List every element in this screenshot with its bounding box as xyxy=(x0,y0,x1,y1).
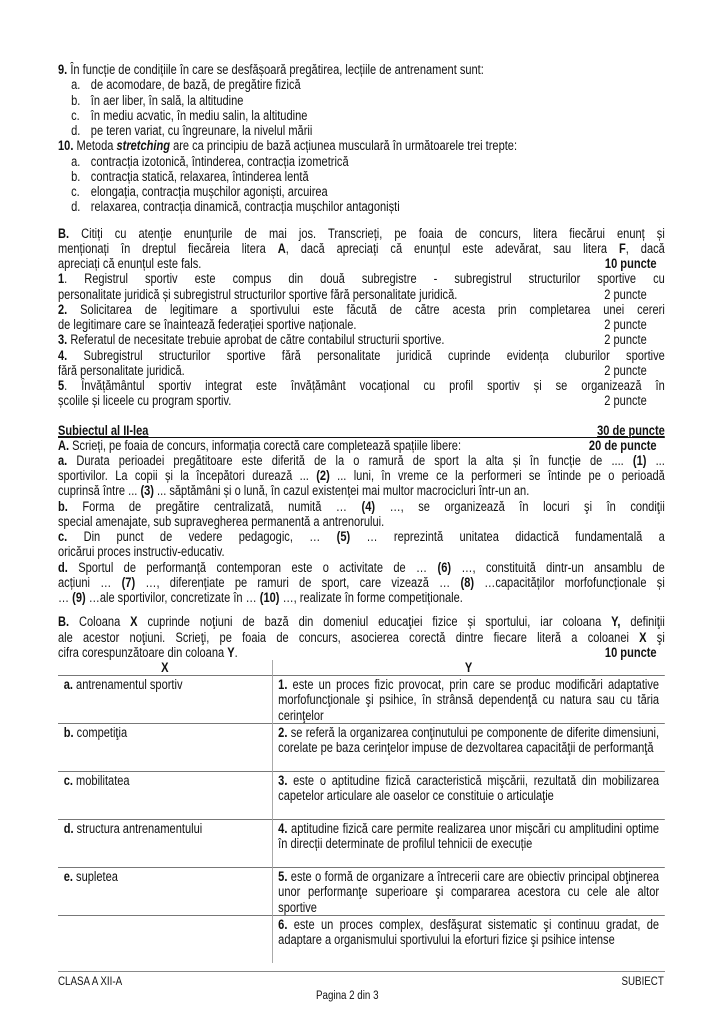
text-segment: (6) xyxy=(437,559,452,575)
line-text xyxy=(58,645,238,660)
text-segment: Durata perioadei pregătitoare este diferită de la o ramură de sport la alta și în funcție de .... xyxy=(67,452,633,468)
definition-text: este o aptitudine fizică caracteristică mişcării, rezultată din mobilizarea capetelor articulare ale oaselor ce constituie o articulaţie xyxy=(278,773,660,804)
text-segment: Metoda xyxy=(73,138,117,154)
text-segment: 1 xyxy=(58,271,65,287)
text-segment: … reprezintă unitatea didactică fundamentală a xyxy=(350,529,665,544)
definition-text: aptitudine fizică care permite realizarea unor mișcări cu amplitudini optime în direcții determinate de profilul tehnicii de execuție xyxy=(278,821,660,852)
text-segment: a. xyxy=(58,452,68,468)
line-text xyxy=(58,271,665,286)
text-line xyxy=(58,317,665,332)
points-label: 2 puncte xyxy=(604,317,647,332)
text-segment: cifra corespunzătoare din coloana xyxy=(58,644,228,660)
table-row xyxy=(58,820,665,868)
text-segment: Forma de pregătire centralizată, numită … xyxy=(67,498,362,514)
definition-number: 2. xyxy=(278,725,288,740)
text-segment: Y xyxy=(227,644,235,660)
line-text xyxy=(58,226,665,241)
column-y-cell xyxy=(272,724,665,772)
page-content xyxy=(58,62,665,963)
column-y-cell xyxy=(272,676,665,724)
line-text xyxy=(58,544,225,559)
item-letter: c. xyxy=(63,773,73,788)
text-segment: (9) xyxy=(72,590,86,605)
text-segment: Subregistrul structurilor sportive fără personalitate juridică cuprinde evidența cluburilor sportive xyxy=(67,347,665,363)
points-label: 10 puncte xyxy=(604,256,657,271)
footer-divider xyxy=(58,971,665,972)
text-segment: . Registrul sportiv este compus din două subregistre - subregistrul structurilor sportive cu xyxy=(64,271,665,287)
text-segment: A. xyxy=(58,437,70,453)
column-x-cell xyxy=(58,772,272,820)
option-text: pe teren variat, cu îngreunare, la nivelul mării xyxy=(90,123,313,138)
definition-text: se referă la organizarea conţinutului pe componente de diferite dimensiuni, corelate pe baza cerinţelor impuse de dezvoltarea capacităţii de performanţă xyxy=(278,725,660,756)
text-line xyxy=(58,630,665,645)
item-letter: a. xyxy=(63,677,73,692)
item-concept: mobilitatea xyxy=(72,773,130,788)
text-segment: …, diferențiate pe ramuri de sport, care vizează … xyxy=(135,574,461,590)
text-segment: 3. xyxy=(58,332,68,348)
question-stem xyxy=(58,62,665,77)
text-segment: F xyxy=(619,240,626,256)
option-text: în mediu acvatic, în mediu salin, la altitudine xyxy=(90,107,308,123)
text-segment: are ca principiu de bază acțiunea musculară în următoarele trei trepte: xyxy=(169,138,518,154)
text-segment: de legitimare care se înaintează federației sportive naționale. xyxy=(58,317,357,332)
line-text xyxy=(58,256,201,271)
definition-text: este o formă de organizare a întrecerii care are obiectiv principal obţinerea unor performanţe superioare şi compararea acestora cu cele ale altor sportive xyxy=(278,869,660,915)
column-x-header: X xyxy=(161,660,169,675)
line-text xyxy=(58,302,665,317)
text-segment: (4) xyxy=(361,498,376,514)
column-y-header: Y xyxy=(272,660,665,676)
text-line xyxy=(58,575,665,590)
text-segment: apreciați că enunțul este fals. xyxy=(58,256,202,271)
text-segment: B. xyxy=(58,225,70,241)
text-line xyxy=(58,529,665,544)
text-segment: oricărui proces instructiv-educativ. xyxy=(58,544,225,560)
part-b-matching xyxy=(58,614,665,660)
text-segment: …, realizate în forme competiționale. xyxy=(279,590,463,605)
text-segment: cuprinde noţiuni de bază din domeniul educaţiei fizice și sportului, iar coloana xyxy=(137,614,612,630)
text-line xyxy=(58,499,665,514)
text-line xyxy=(58,590,665,605)
table-row xyxy=(58,772,665,820)
text-segment: (10) xyxy=(259,590,280,605)
option-item xyxy=(58,123,665,138)
text-segment: 4. xyxy=(58,347,68,363)
question-stem xyxy=(58,138,665,153)
text-line xyxy=(58,393,665,408)
text-line xyxy=(58,226,665,241)
line-text xyxy=(58,575,665,590)
text-line xyxy=(58,614,665,629)
text-line xyxy=(58,363,665,378)
option-letter: c. xyxy=(71,184,80,199)
column-x-cell xyxy=(58,820,272,868)
definition-number: 4. xyxy=(278,821,288,836)
line-text xyxy=(58,348,665,363)
definition-number: 3. xyxy=(278,773,288,788)
item-letter: d. xyxy=(63,821,74,836)
options xyxy=(58,77,665,138)
text-line xyxy=(58,271,665,286)
option-letter: b. xyxy=(71,168,81,184)
line-text xyxy=(58,287,457,302)
text-segment: şi xyxy=(646,629,665,645)
text-segment: Coloana xyxy=(69,614,131,630)
text-segment: , dacă apreciați că enunțul este adevărat, sau litera xyxy=(285,240,620,256)
text-segment: Y, xyxy=(611,614,621,630)
option-item xyxy=(58,108,665,123)
line-text xyxy=(58,614,665,629)
footer-class: CLASA A XII-A xyxy=(58,976,123,988)
text-segment: ... luni, în vreme ce la performeri se întinde pe o perioadă xyxy=(329,468,665,483)
item-letter: e. xyxy=(63,869,73,884)
column-y-cell xyxy=(272,772,665,820)
item-concept: structura antrenamentului xyxy=(73,821,203,836)
text-line xyxy=(58,645,665,660)
text-segment: 9. xyxy=(58,62,68,77)
points-label: 2 puncte xyxy=(604,286,647,302)
text-segment: 2. xyxy=(58,301,68,317)
text-segment: ... săptămâni și o lună, în cazul existenței mai multor macrocicluri într-un an. xyxy=(153,483,530,499)
options xyxy=(58,154,665,215)
item-concept: competiţia xyxy=(73,725,128,740)
text-line xyxy=(58,348,665,363)
line-text xyxy=(58,317,356,332)
text-segment: B. xyxy=(58,614,70,630)
part-b-true-false xyxy=(58,226,665,409)
text-line xyxy=(58,378,665,393)
page-number: Pagina 2 din 3 xyxy=(316,990,379,1002)
column-y-cell xyxy=(272,820,665,868)
points-label: 20 de puncte xyxy=(588,437,657,453)
text-segment: sportivilor. La copii și la începători durează ... xyxy=(58,468,317,483)
points-label: 10 puncte xyxy=(604,644,657,660)
text-segment: b. xyxy=(58,498,68,514)
line-text xyxy=(58,560,665,575)
section-heading xyxy=(58,423,665,438)
option-letter: c. xyxy=(71,107,80,123)
text-segment: …, se organizează în locuri şi în condiţii xyxy=(375,498,665,514)
text-segment: A xyxy=(277,240,286,256)
part-a-fill-in xyxy=(58,438,665,606)
text-segment: X xyxy=(130,614,138,630)
option-letter: a. xyxy=(71,77,81,93)
text-line xyxy=(58,438,665,453)
option-letter: b. xyxy=(71,92,81,108)
section-title: Subiectul al II-lea xyxy=(58,422,149,438)
line-text xyxy=(58,468,665,483)
text-line xyxy=(58,256,665,271)
text-segment: …ale sportivilor, concretizate în … xyxy=(85,590,260,605)
column-x-cell xyxy=(58,724,272,772)
text-segment: acțiuni … xyxy=(58,574,122,590)
text-line xyxy=(58,560,665,575)
line-text xyxy=(58,630,665,645)
table-row xyxy=(58,676,665,724)
line-text xyxy=(58,363,185,378)
text-line xyxy=(58,453,665,468)
option-letter: a. xyxy=(71,153,81,169)
line-text xyxy=(58,590,463,605)
line-text xyxy=(58,483,529,498)
line-text xyxy=(58,529,665,544)
item-concept: antrenamentul sportiv xyxy=(72,677,183,692)
column-x-cell xyxy=(58,916,272,964)
option-text: contracția statică, relaxarea, întinderea lentă xyxy=(90,168,309,184)
matching-table xyxy=(58,660,665,963)
item-concept: supletea xyxy=(72,869,118,884)
line-text xyxy=(58,241,665,256)
text-segment: …capacităților morfofuncționale și xyxy=(474,574,665,590)
text-segment: menționați în dreptul fiecăreia litera xyxy=(58,240,278,256)
text-segment: ... xyxy=(646,452,665,468)
text-segment: , dacă xyxy=(625,240,665,256)
line-text xyxy=(58,453,665,468)
option-item xyxy=(58,169,665,184)
text-segment: stretching xyxy=(116,138,170,154)
option-text: contracția izotonică, întinderea, contracția izometrică xyxy=(90,153,349,169)
option-letter: d. xyxy=(71,199,81,215)
table-row xyxy=(58,724,665,772)
item-letter: b. xyxy=(63,725,74,740)
text-segment: (2) xyxy=(316,468,330,483)
section-points: 30 de puncte xyxy=(597,422,665,438)
column-x-cell xyxy=(58,676,272,724)
option-item xyxy=(58,184,665,199)
text-segment: definiţii xyxy=(620,614,665,630)
option-item xyxy=(58,154,665,169)
text-segment: Scrieți, pe foaia de concurs, informația corectă care completează spațiile libere: xyxy=(69,437,462,453)
subiect-2 xyxy=(58,423,665,606)
question-9 xyxy=(58,62,665,138)
text-segment: (1) xyxy=(632,452,647,468)
text-segment: (5) xyxy=(336,529,351,544)
line-text xyxy=(58,499,665,514)
text-line xyxy=(58,332,665,347)
text-line xyxy=(58,514,665,529)
text-segment: . Învățământul sportiv integrat este învățământ vocațional cu profil sportiv și se organizează în xyxy=(64,378,665,393)
text-segment: . xyxy=(234,644,238,660)
text-segment: școlile și liceele cu program sportiv. xyxy=(58,393,232,409)
option-text: elongația, contracția mușchilor agoniști, arcuirea xyxy=(90,184,328,199)
text-segment: personalitate juridică și subregistrul structurilor sportive fără personalitate juridică. xyxy=(58,286,458,302)
footer-subject: SUBIECT xyxy=(621,976,664,988)
text-segment: c. xyxy=(58,529,68,544)
text-segment: … xyxy=(58,590,73,605)
option-item xyxy=(58,199,665,214)
text-segment: special amenajate, sub supravegherea permanentă a antrenorului. xyxy=(58,513,385,529)
text-segment: În funcție de condițiile în care se desfășoară pregătirea, lecțiile de antrenament sunt: xyxy=(67,62,484,77)
points-label: 2 puncte xyxy=(604,393,647,409)
table-row xyxy=(58,916,665,964)
table-row xyxy=(58,868,665,916)
text-segment: Solicitarea de legitimare a sportivului este făcută de către acesta prin completarea unei cereri xyxy=(67,301,665,317)
line-text xyxy=(58,378,665,393)
question-10 xyxy=(58,138,665,214)
text-line xyxy=(58,468,665,483)
text-segment: X xyxy=(639,629,647,645)
definition-text: este un proces fizic provocat, prin care se produc modificări adaptative morfofuncţionale şi psihice, în strânsă dependenţă cu natura sau cu tăria cerinţelor xyxy=(278,677,660,723)
definition-text: este un proces complex, desfăşurat sistematic şi continuu gradat, de adaptare a organismului sportivului la eforturi fizice şi psihice intense xyxy=(278,917,660,948)
text-line xyxy=(58,287,665,302)
text-line xyxy=(58,483,665,498)
text-segment: 10. xyxy=(58,138,74,154)
text-segment: cuprinsă între ... xyxy=(58,483,141,499)
option-text: relaxarea, contracția dinamică, contracția mușchilor antagoniști xyxy=(90,199,400,215)
points-label: 2 puncte xyxy=(604,332,647,348)
table-header xyxy=(58,660,665,676)
line-text xyxy=(58,332,444,347)
text-segment: fără personalitate juridică. xyxy=(58,362,185,378)
column-x-cell xyxy=(58,868,272,916)
text-segment: (7) xyxy=(121,574,136,590)
definition-number: 5. xyxy=(278,869,288,884)
text-line xyxy=(58,302,665,317)
text-segment: (8) xyxy=(460,574,475,590)
option-item xyxy=(58,77,665,92)
text-segment: 5 xyxy=(58,378,65,393)
option-letter: d. xyxy=(71,123,81,138)
option-text: în aer liber, în sală, la altitudine xyxy=(90,92,244,108)
column-y-cell xyxy=(272,916,665,964)
line-text xyxy=(58,393,231,408)
definition-number: 1. xyxy=(278,677,288,692)
line-text xyxy=(58,438,461,453)
text-segment: …, constituită dintr-un ansamblu de xyxy=(451,559,665,575)
text-line xyxy=(58,544,665,559)
text-segment: Referatul de necesitate trebuie aprobat de către contabilul structurii sportive. xyxy=(67,332,445,348)
column-y-cell xyxy=(272,868,665,916)
text-segment: d. xyxy=(58,559,68,575)
option-item xyxy=(58,93,665,108)
line-text xyxy=(58,514,384,529)
definition-number: 6. xyxy=(278,917,288,932)
text-line xyxy=(58,241,665,256)
option-text: de acomodare, de bază, de pregătire fizică xyxy=(90,77,301,93)
text-segment: (3) xyxy=(140,483,154,499)
text-segment: Sportul de performanță contemporan este o activitate de … xyxy=(67,559,438,575)
text-segment: Citiți cu atenție enunțurile de mai jos. Transcrieți, pe foaia de concurs, litera fiecărui enunț și xyxy=(69,225,665,241)
text-segment: ale acestor noţiuni. Scrieţi, pe foaia de concurs, asocierea corectă dintre fiecare literă a coloanei xyxy=(58,629,640,645)
text-segment: Din punct de vedere pedagogic, … xyxy=(67,529,337,544)
points-label: 2 puncte xyxy=(604,362,647,378)
